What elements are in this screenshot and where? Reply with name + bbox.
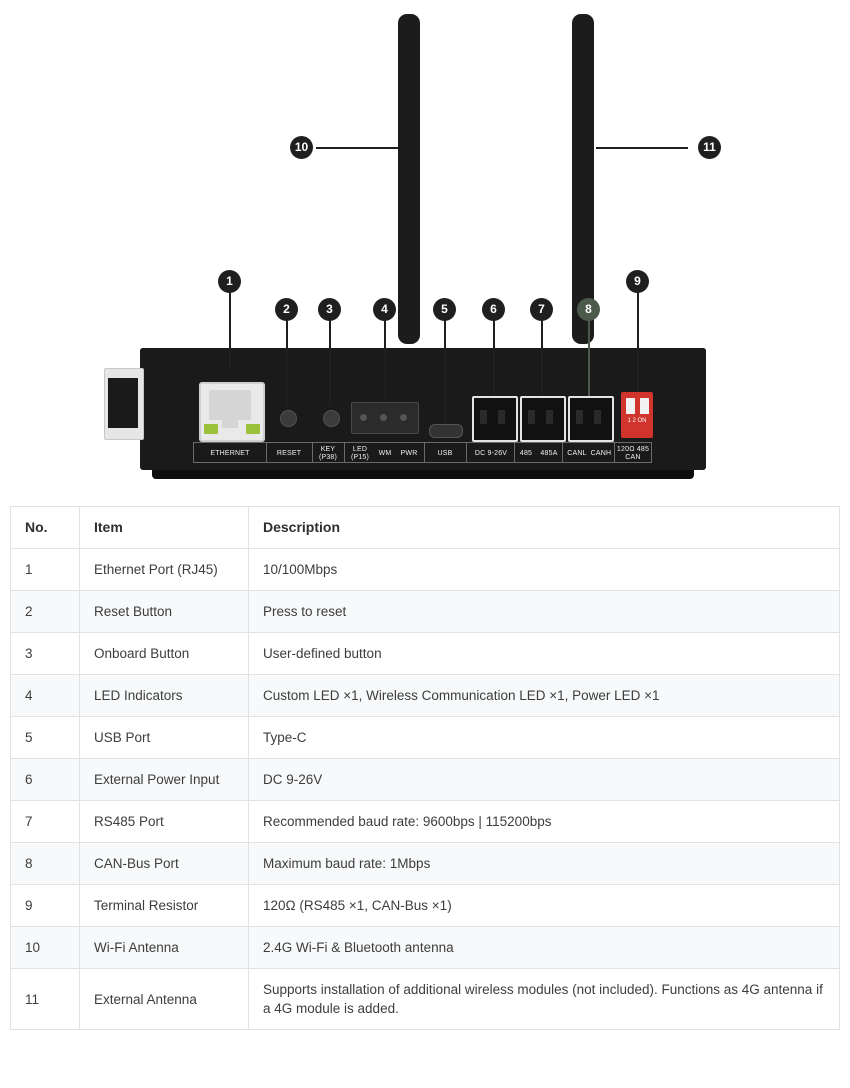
row-item: External Antenna — [80, 969, 249, 1030]
row-no: 8 — [11, 843, 80, 885]
label-terminal-resistor: 120Ω 485 CAN — [616, 446, 650, 461]
table-row — [11, 549, 840, 591]
row-description: Custom LED ×1, Wireless Communication LED ×1, Power LED ×1 — [249, 675, 840, 717]
ethernet-port-notch — [222, 416, 238, 428]
row-description: DC 9-26V — [249, 759, 840, 801]
row-description: Press to reset — [249, 591, 840, 633]
external-antenna — [572, 14, 594, 344]
onboard-button — [323, 410, 340, 427]
row-item: Terminal Resistor — [80, 885, 249, 927]
dip-switch-text: 1 2 ON — [627, 418, 647, 424]
callout-marker-6: 6 — [482, 298, 505, 321]
row-no: 1 — [11, 549, 80, 591]
callout-marker-10: 10 — [290, 136, 313, 159]
led-wireless — [380, 414, 387, 421]
label-reset: RESET — [276, 450, 302, 457]
row-no: 6 — [11, 759, 80, 801]
callout-marker-2: 2 — [275, 298, 298, 321]
label-dc: DC 9-26V — [474, 450, 508, 457]
callout-marker-1: 1 — [218, 270, 241, 293]
row-description: Type-C — [249, 717, 840, 759]
row-description: 10/100Mbps — [249, 549, 840, 591]
led-custom — [360, 414, 367, 421]
label-485a: 485A — [540, 450, 558, 457]
power-pin-2 — [498, 410, 505, 424]
power-pin-1 — [480, 410, 487, 424]
row-item: RS485 Port — [80, 801, 249, 843]
row-item: Wi-Fi Antenna — [80, 927, 249, 969]
row-no: 9 — [11, 885, 80, 927]
can-pin-2 — [594, 410, 601, 424]
canbus-terminal-block — [568, 396, 614, 442]
reset-button — [280, 410, 297, 427]
header-no: No. — [11, 507, 80, 549]
callout-marker-7: 7 — [530, 298, 553, 321]
label-pwr: PWR — [400, 450, 418, 457]
row-no: 11 — [11, 969, 80, 1030]
table-row — [11, 633, 840, 675]
ethernet-led-right — [246, 424, 260, 434]
label-led: LED (P15) — [350, 446, 370, 461]
table-row — [11, 801, 840, 843]
table-row — [11, 759, 840, 801]
ethernet-led-left — [204, 424, 218, 434]
row-description: Supports installation of additional wireless modules (not included). Functions as 4G antenna if a 4G module is added. — [249, 969, 840, 1030]
row-no: 7 — [11, 801, 80, 843]
label-usb: USB — [437, 450, 453, 457]
power-terminal-block — [472, 396, 518, 442]
can-pin-1 — [576, 410, 583, 424]
label-wm: WM — [378, 450, 392, 457]
row-no: 2 — [11, 591, 80, 633]
rs485-pin-2 — [546, 410, 553, 424]
dip-lever-2 — [640, 398, 649, 414]
usb-type-c-port — [429, 424, 463, 438]
label-key: KEY (P38) — [318, 446, 338, 461]
label-canl: CANL — [567, 450, 587, 457]
callout-marker-4: 4 — [373, 298, 396, 321]
row-item: LED Indicators — [80, 675, 249, 717]
row-description: 120Ω (RS485 ×1, CAN-Bus ×1) — [249, 885, 840, 927]
row-description: 2.4G Wi-Fi & Bluetooth antenna — [249, 927, 840, 969]
callout-marker-8: 8 — [577, 298, 600, 321]
table-row — [11, 843, 840, 885]
label-485: 485 — [519, 450, 533, 457]
specifications-table — [10, 506, 840, 1030]
row-no: 3 — [11, 633, 80, 675]
row-no: 10 — [11, 927, 80, 969]
callout-marker-5: 5 — [433, 298, 456, 321]
table-header-row — [11, 507, 840, 549]
row-item: Ethernet Port (RJ45) — [80, 549, 249, 591]
header-item: Item — [80, 507, 249, 549]
row-description: User-defined button — [249, 633, 840, 675]
header-description: Description — [249, 507, 840, 549]
device-diagram — [0, 0, 850, 500]
row-item: USB Port — [80, 717, 249, 759]
table-row — [11, 591, 840, 633]
callout-marker-11: 11 — [698, 136, 721, 159]
row-no: 5 — [11, 717, 80, 759]
row-description: Recommended baud rate: 9600bps | 115200bps — [249, 801, 840, 843]
row-item: External Power Input — [80, 759, 249, 801]
device-bottom-edge — [152, 470, 694, 479]
row-no: 4 — [11, 675, 80, 717]
led-power — [400, 414, 407, 421]
row-description: Maximum baud rate: 1Mbps — [249, 843, 840, 885]
row-item: CAN-Bus Port — [80, 843, 249, 885]
label-canh: CANH — [590, 450, 612, 457]
rs485-terminal-block — [520, 396, 566, 442]
table-row — [11, 969, 840, 1030]
device-side-bracket-inner — [108, 378, 138, 428]
rs485-pin-1 — [528, 410, 535, 424]
table-row — [11, 717, 840, 759]
table-row — [11, 675, 840, 717]
callout-marker-9: 9 — [626, 270, 649, 293]
callout-marker-3: 3 — [318, 298, 341, 321]
table-row — [11, 927, 840, 969]
table-row — [11, 885, 840, 927]
row-item: Reset Button — [80, 591, 249, 633]
dip-lever-1 — [626, 398, 635, 414]
wifi-antenna — [398, 14, 420, 344]
row-item: Onboard Button — [80, 633, 249, 675]
label-ethernet: ETHERNET — [210, 450, 250, 457]
